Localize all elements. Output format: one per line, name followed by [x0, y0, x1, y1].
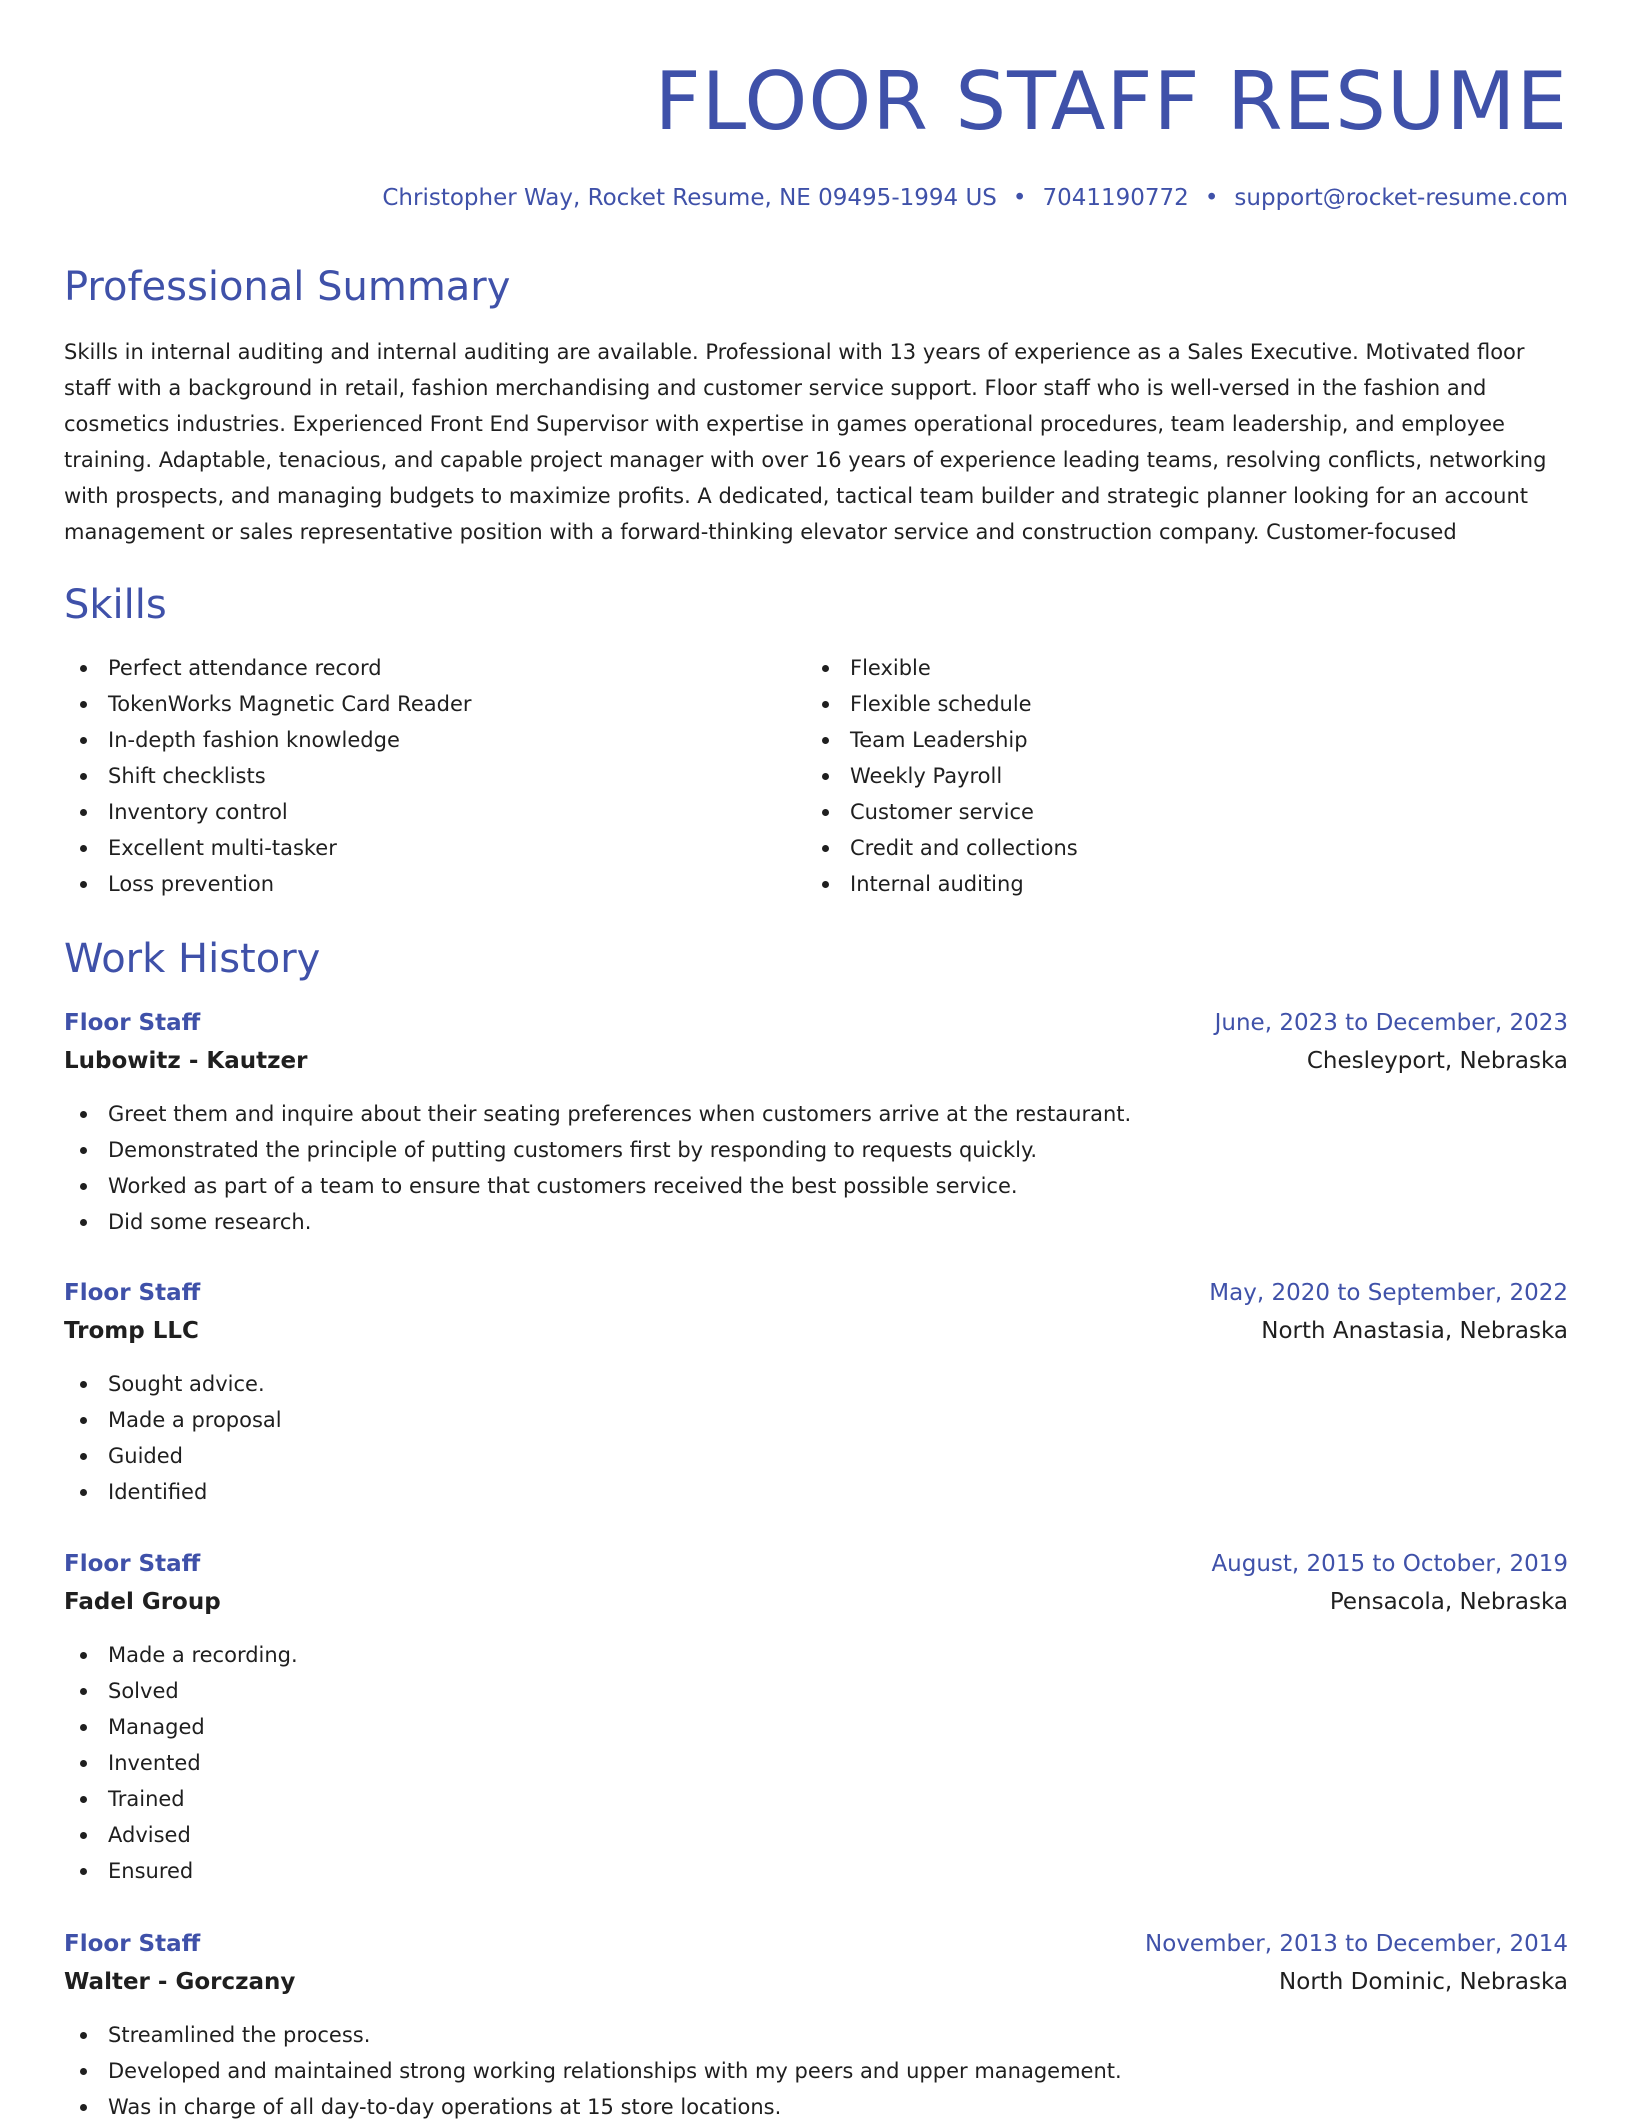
skill-item: Team Leadership [806, 722, 1548, 758]
skills-column-right [806, 650, 1548, 902]
job-entry [64, 1545, 1568, 1889]
skill-item: TokenWorks Magnetic Card Reader [64, 686, 806, 722]
skills-column-left [64, 650, 806, 902]
job-duties [64, 1637, 1568, 1889]
job-duties [64, 2017, 1568, 2125]
skill-item: In-depth fashion knowledge [64, 722, 806, 758]
job-company: Tromp LLC [64, 1318, 199, 1344]
contact-email: support@rocket-resume.com [1234, 185, 1568, 211]
job-duty: Worked as part of a team to ensure that customers received the best possible service. [64, 1168, 1568, 1204]
job-location: Pensacola, Nebraska [1329, 1589, 1568, 1615]
job-company-row [64, 1312, 1568, 1350]
job-duty: Demonstrated the principle of putting customers first by responding to requests quickly. [64, 1132, 1568, 1168]
job-header-row [64, 1545, 1568, 1583]
work-history-heading: Work History [64, 936, 321, 982]
contact-separator: • [1012, 185, 1027, 211]
skill-item: Excellent multi-tasker [64, 830, 806, 866]
job-header-row [64, 1925, 1568, 1963]
job-dates: May, 2020 to September, 2022 [1209, 1280, 1568, 1306]
job-duty: Was in charge of all day-to-day operations at 15 store locations. [64, 2089, 1568, 2125]
contact-separator: • [1204, 185, 1219, 211]
skills-list [64, 650, 1568, 902]
skill-item: Customer service [806, 794, 1548, 830]
job-company: Walter - Gorczany [64, 1969, 296, 1995]
job-duties [64, 1096, 1568, 1240]
skill-item: Flexible [806, 650, 1548, 686]
summary-heading: Professional Summary [64, 264, 511, 310]
job-title: Floor Staff [64, 1931, 201, 1957]
job-company-row [64, 1583, 1568, 1621]
job-dates: November, 2013 to December, 2014 [1145, 1931, 1568, 1957]
job-entry [64, 1274, 1568, 1510]
job-duty: Developed and maintained strong working relationships with my peers and upper management. [64, 2053, 1568, 2089]
job-duty: Sought advice. [64, 1366, 1568, 1402]
resume-title: FLOOR STAFF RESUME [654, 55, 1568, 148]
skill-item: Credit and collections [806, 830, 1548, 866]
job-duty: Did some research. [64, 1204, 1568, 1240]
job-location: North Anastasia, Nebraska [1261, 1318, 1568, 1344]
job-duty: Guided [64, 1438, 1568, 1474]
job-dates: August, 2015 to October, 2019 [1211, 1551, 1568, 1577]
job-company-row [64, 1963, 1568, 2001]
job-location: Chesleyport, Nebraska [1306, 1048, 1568, 1074]
job-duty: Advised [64, 1817, 1568, 1853]
job-header-row [64, 1004, 1568, 1042]
summary-text: Skills in internal auditing and internal auditing are available. Professional with 13 years of experience as a Sales Executive. Motivated floor staff with a background in retail, fashion merchandising and customer service support. Floor staff who is well-versed in the fashion and cosmetics industries. Experienced Front End Supervisor with expertise in games operational procedures, team leadership, and employee training. Adaptable, tenacious, and capable project manager with over 16 years of experience leading teams, resolving conflicts, networking with prospects, and managing budgets to maximize profits. A dedicated, tactical team builder and strategic planner looking for an account management or sales representative position with a forward-thinking elevator service and construction company. Customer-focused [64, 340, 1547, 544]
job-entry [64, 1004, 1568, 1240]
skill-item: Weekly Payroll [806, 758, 1548, 794]
job-title: Floor Staff [64, 1280, 201, 1306]
contact-address: Christopher Way, Rocket Resume, NE 09495-1994 US [382, 185, 997, 211]
job-header-row [64, 1274, 1568, 1312]
job-duty: Identified [64, 1474, 1568, 1510]
skill-item: Inventory control [64, 794, 806, 830]
skill-item: Perfect attendance record [64, 650, 806, 686]
job-company-row [64, 1042, 1568, 1080]
job-title: Floor Staff [64, 1551, 201, 1577]
skill-item: Shift checklists [64, 758, 806, 794]
job-entry [64, 1925, 1568, 2125]
job-duty: Managed [64, 1709, 1568, 1745]
skill-item: Flexible schedule [806, 686, 1548, 722]
job-duty: Made a proposal [64, 1402, 1568, 1438]
job-duty: Streamlined the process. [64, 2017, 1568, 2053]
job-duty: Invented [64, 1745, 1568, 1781]
skill-item: Internal auditing [806, 866, 1548, 902]
skills-heading: Skills [64, 582, 167, 628]
job-duty: Ensured [64, 1853, 1568, 1889]
contact-phone: 7041190772 [1042, 185, 1189, 211]
job-duty: Made a recording. [64, 1637, 1568, 1673]
job-duty: Greet them and inquire about their seating preferences when customers arrive at the restaurant. [64, 1096, 1568, 1132]
job-company: Fadel Group [64, 1589, 221, 1615]
job-duty: Trained [64, 1781, 1568, 1817]
skill-item: Loss prevention [64, 866, 806, 902]
job-company: Lubowitz - Kautzer [64, 1048, 308, 1074]
job-title: Floor Staff [64, 1010, 201, 1036]
job-duty: Solved [64, 1673, 1568, 1709]
job-location: North Dominic, Nebraska [1279, 1969, 1568, 1995]
contact-line [382, 180, 1568, 216]
job-duties [64, 1366, 1568, 1510]
job-dates: June, 2023 to December, 2023 [1214, 1010, 1568, 1036]
